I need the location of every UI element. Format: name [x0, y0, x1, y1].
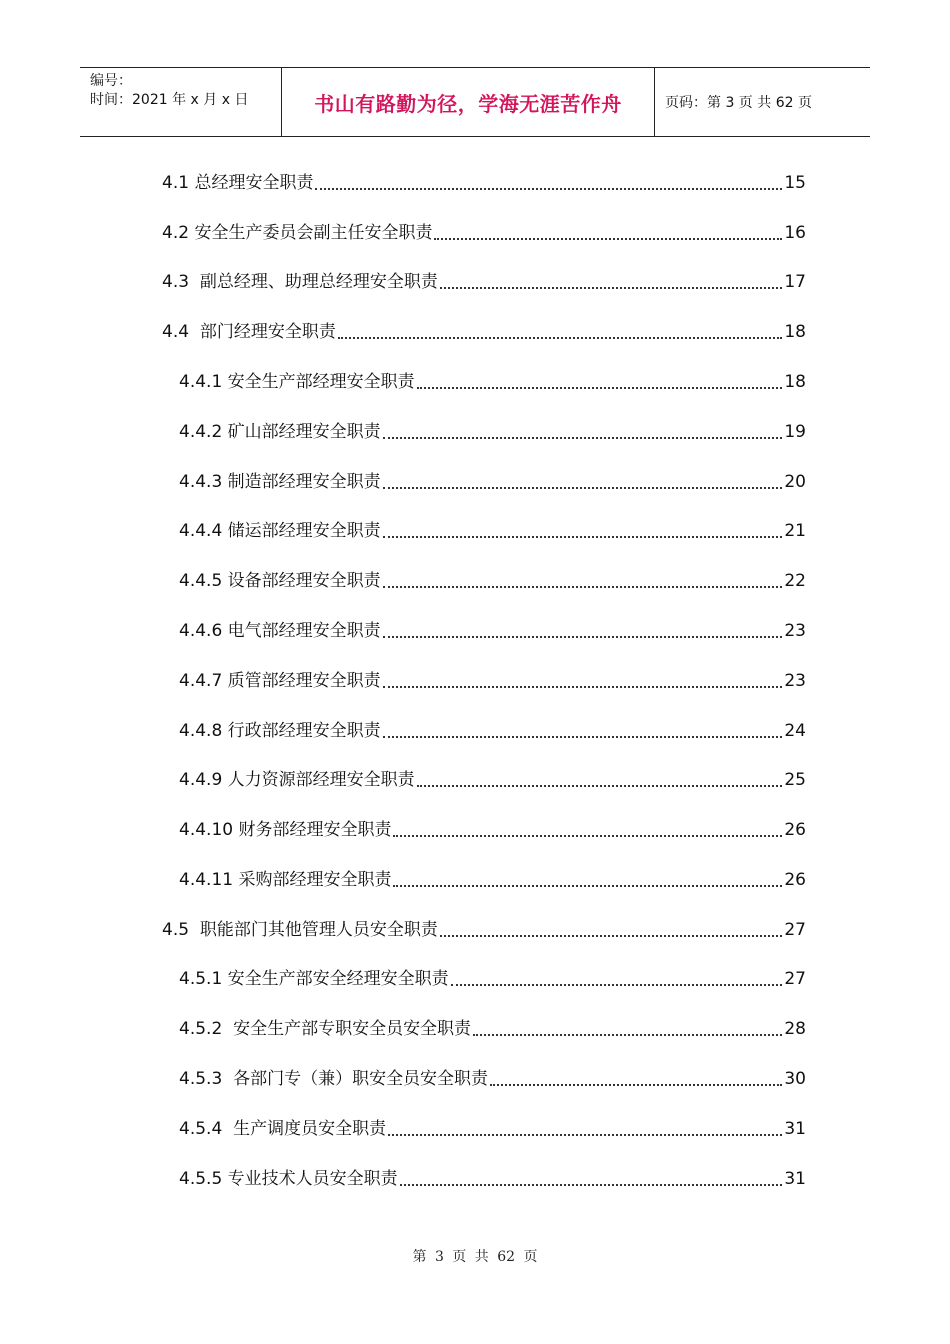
page-header	[80, 67, 870, 137]
toc-entry-title: 4.5.3 各部门专（兼）职安全员安全职责	[179, 1069, 489, 1089]
toc-entry[interactable]	[179, 420, 806, 444]
toc-leader-dots	[451, 984, 783, 986]
page-footer: 第 3 页 共 62 页	[412, 1249, 538, 1265]
toc-entry[interactable]	[179, 669, 806, 693]
toc-entry-page: 24	[784, 721, 806, 741]
toc-leader-dots	[393, 885, 782, 887]
toc-leader-dots	[383, 736, 783, 738]
toc-entry-title: 4.4.9 人力资源部经理安全职责	[179, 770, 415, 790]
toc-entry-page: 22	[784, 571, 806, 591]
toc-leader-dots	[383, 487, 783, 489]
toc-entry-page: 27	[784, 969, 806, 989]
toc-entry[interactable]	[162, 270, 806, 294]
toc-entry-title: 4.5.4 生产调度员安全职责	[179, 1119, 387, 1139]
toc-entry-title: 4.2 安全生产委员会副主任安全职责	[162, 223, 433, 243]
toc-entry[interactable]	[162, 320, 806, 344]
header-meta	[80, 68, 282, 136]
toc-entry[interactable]	[179, 1017, 806, 1041]
toc-leader-dots	[400, 1184, 783, 1186]
toc-entry[interactable]	[179, 1117, 806, 1141]
toc-entry[interactable]	[179, 470, 806, 494]
toc-entry-page: 25	[784, 770, 806, 790]
toc-leader-dots	[417, 785, 783, 787]
toc-entry-page: 31	[784, 1169, 806, 1189]
serial-number-label: 编号：	[90, 73, 132, 89]
toc-entry-title: 4.4 部门经理安全职责	[162, 322, 336, 342]
toc-entry-page: 15	[784, 173, 806, 193]
toc-leader-dots	[388, 1134, 782, 1136]
toc-entry-title: 4.5.2 安全生产部专职安全员安全职责	[179, 1019, 472, 1039]
toc-leader-dots	[490, 1084, 782, 1086]
toc-leader-dots	[473, 1034, 782, 1036]
toc-entry[interactable]	[179, 1167, 806, 1191]
toc-leader-dots	[383, 636, 783, 638]
toc-entry-page: 23	[784, 671, 806, 691]
toc-entry-title: 4.4.3 制造部经理安全职责	[179, 472, 381, 492]
toc-entry[interactable]	[179, 619, 806, 643]
toc-leader-dots	[383, 686, 783, 688]
toc-leader-dots	[393, 835, 782, 837]
toc-entry[interactable]	[179, 370, 806, 394]
toc-entry-title: 4.5.5 专业技术人员安全职责	[179, 1169, 398, 1189]
toc-entry-page: 26	[784, 870, 806, 890]
toc-entry-page: 18	[784, 372, 806, 392]
toc-leader-dots	[417, 387, 783, 389]
toc-entry-title: 4.4.6 电气部经理安全职责	[179, 621, 381, 641]
toc-leader-dots	[434, 238, 782, 240]
toc-entry[interactable]	[179, 519, 806, 543]
toc-entry[interactable]	[162, 171, 806, 195]
toc-entry-page: 28	[784, 1019, 806, 1039]
toc-leader-dots	[383, 437, 783, 439]
toc-entry-title: 4.5 职能部门其他管理人员安全职责	[162, 920, 438, 940]
toc-entry-page: 23	[784, 621, 806, 641]
toc-entry-title: 4.1 总经理安全职责	[162, 173, 314, 193]
toc-entry-title: 4.4.4 储运部经理安全职责	[179, 521, 381, 541]
toc-entry[interactable]	[162, 918, 806, 942]
toc-leader-dots	[383, 536, 783, 538]
toc-entry-page: 16	[784, 223, 806, 243]
toc-entry-page: 18	[784, 322, 806, 342]
toc-entry-page: 31	[784, 1119, 806, 1139]
toc-entry[interactable]	[162, 221, 806, 245]
header-motto: 书山有路勤为径，学海无涯苦作舟	[282, 68, 655, 136]
toc-entry-page: 20	[784, 472, 806, 492]
toc-entry-page: 19	[784, 422, 806, 442]
toc-entry-page: 30	[784, 1069, 806, 1089]
toc-entry-page: 26	[784, 820, 806, 840]
header-page-info: 页码：第 3 页 共 62 页	[665, 95, 812, 111]
toc-entry-title: 4.4.1 安全生产部经理安全职责	[179, 372, 415, 392]
toc-entry-title: 4.4.7 质管部经理安全职责	[179, 671, 381, 691]
toc-leader-dots	[440, 935, 783, 937]
toc-entry-page: 21	[784, 521, 806, 541]
toc-entry-title: 4.4.10 财务部经理安全职责	[179, 820, 392, 840]
toc-entry-page: 17	[784, 272, 806, 292]
toc-leader-dots	[383, 586, 783, 588]
toc-entry-title: 4.4.2 矿山部经理安全职责	[179, 422, 381, 442]
toc-leader-dots	[315, 188, 782, 190]
toc-entry[interactable]	[179, 719, 806, 743]
toc-entry-title: 4.5.1 安全生产部安全经理安全职责	[179, 969, 449, 989]
toc-entry-page: 27	[784, 920, 806, 940]
date-label: 时间：2021 年 x 月 x 日	[90, 92, 249, 108]
toc-entry-title: 4.4.5 设备部经理安全职责	[179, 571, 381, 591]
toc-entry-title: 4.3 副总经理、助理总经理安全职责	[162, 272, 438, 292]
toc-entry[interactable]	[179, 1067, 806, 1091]
toc-entry[interactable]	[179, 818, 806, 842]
toc-entry-title: 4.4.11 采购部经理安全职责	[179, 870, 392, 890]
toc-entry[interactable]	[179, 868, 806, 892]
toc-entry[interactable]	[179, 569, 806, 593]
toc-entry-title: 4.4.8 行政部经理安全职责	[179, 721, 381, 741]
toc-leader-dots	[440, 287, 783, 289]
toc-entry[interactable]	[179, 967, 806, 991]
toc-entry[interactable]	[179, 768, 806, 792]
toc-leader-dots	[338, 337, 783, 339]
